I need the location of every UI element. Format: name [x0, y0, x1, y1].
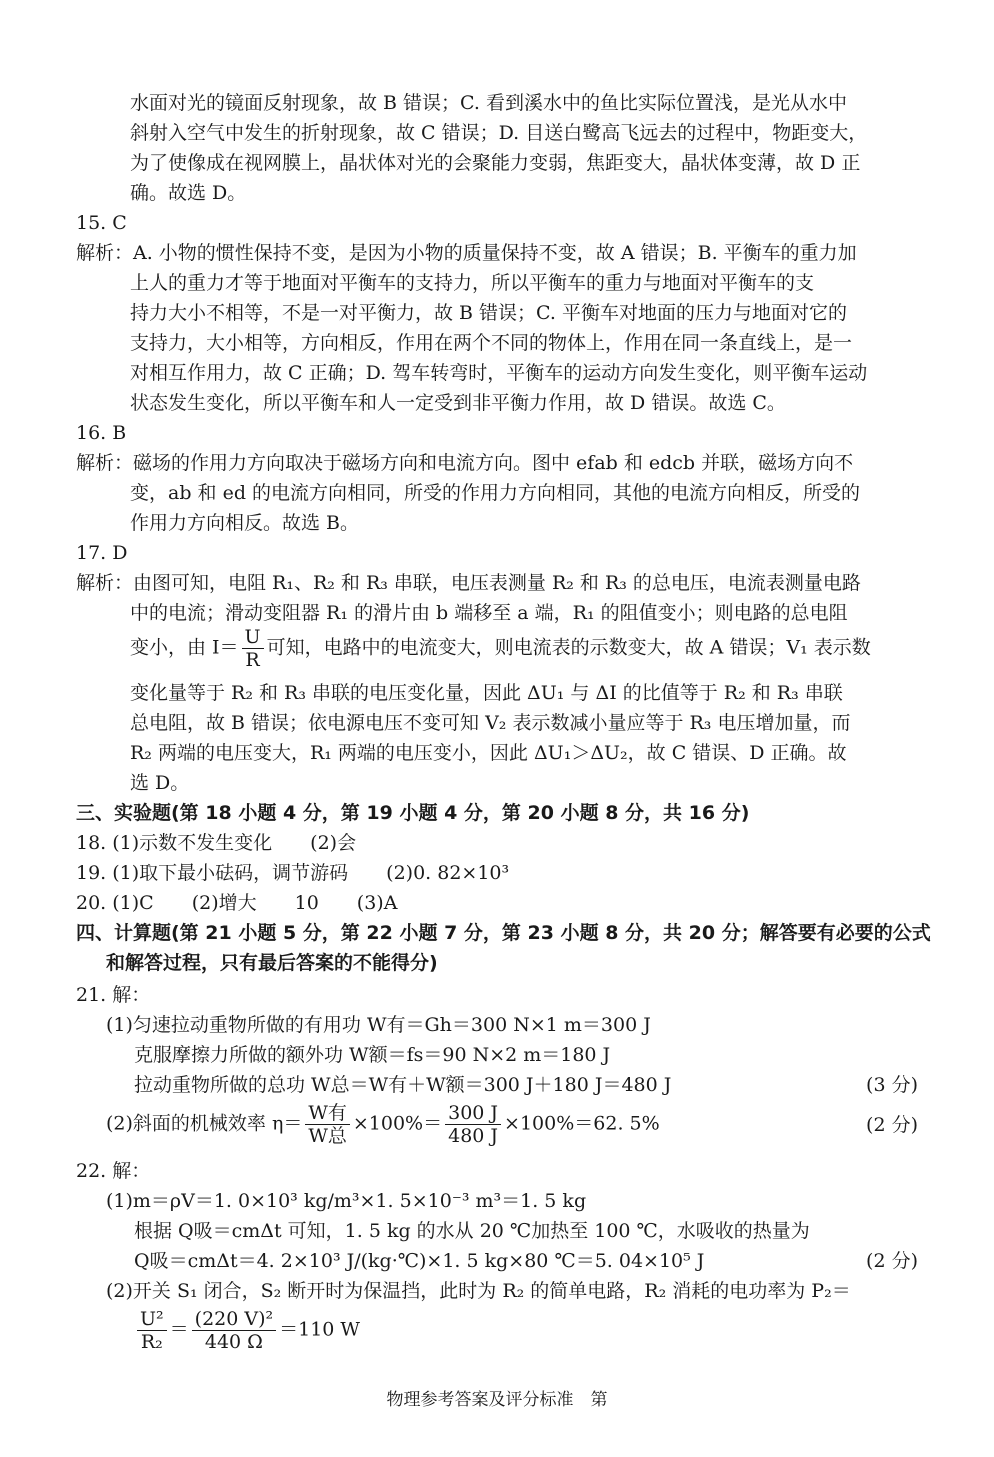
- fraction: [242, 626, 264, 671]
- solution-line: 根据 Q吸＝cmΔt 可知，1. 5 kg 的水从 20 ℃加热至 100 ℃，水吸收的热量为: [134, 1220, 810, 1242]
- fraction-numerator: 300 J: [445, 1102, 501, 1125]
- score-mark: (2 分): [866, 1114, 918, 1136]
- answer-line: 18. (1)示数不发生变化 (2)会: [76, 832, 357, 854]
- text-line: 上人的重力才等于地面对平衡车的支持力，所以平衡车的重力与地面对平衡车的支: [130, 272, 815, 294]
- text-fragment: 可知，电路中的电流变大，则电流表的示数变大，故 A 错误；V₁ 表示数: [266, 636, 871, 659]
- text-line: 解析：A. 小物的惯性保持不变，是因为小物的质量保持不变，故 A 错误；B. 平衡车的重力加: [76, 242, 857, 264]
- text-fragment: (2)斜面的机械效率 η＝: [106, 1112, 303, 1135]
- text-line: 总电阻，故 B 错误；依电源电压不变可知 V₂ 表示数减小量应等于 R₃ 电压增加量，而: [130, 712, 851, 734]
- text-line: 支持力，大小相等，方向相反，作用在两个不同的物体上，作用在同一条直线上，是一: [130, 332, 853, 354]
- text-line: 确。故选 D。: [130, 182, 247, 204]
- text-line: 对相互作用力，故 C 正确；D. 驾车转弯时，平衡车的运动方向发生变化，则平衡车运动: [130, 362, 868, 384]
- fraction-denominator: 440 Ω: [204, 1331, 263, 1353]
- fraction-numerator: U²: [137, 1308, 167, 1331]
- question-number: 22. 解：: [76, 1160, 151, 1182]
- formula-line: [106, 1102, 660, 1147]
- question-number: 16. B: [76, 422, 127, 444]
- solution-line: Q吸＝cmΔt＝4. 2×10³ J/(kg·℃)×1. 5 kg×80 ℃＝5. 04×10⁵ J: [134, 1250, 705, 1272]
- fraction-denominator: R: [245, 649, 260, 671]
- score-mark: (2 分): [866, 1250, 918, 1272]
- fraction-numerator: (220 V)²: [192, 1308, 276, 1331]
- text-fragment: 变小，由 I＝: [130, 636, 239, 659]
- formula-line: [134, 1308, 360, 1353]
- page-footer: 物理参考答案及评分标准 第: [386, 1390, 608, 1410]
- section-heading: 三、实验题(第 18 小题 4 分，第 19 小题 4 分，第 20 小题 8 分，共 16 分): [76, 802, 750, 824]
- answer-line: 20. (1)C (2)增大 10 (3)A: [76, 892, 398, 914]
- solution-line: (2)开关 S₁ 闭合，S₂ 断开时为保温挡，此时为 R₂ 的简单电路，R₂ 消耗的电功率为 P₂＝: [106, 1280, 851, 1302]
- text-fragment: ＝: [169, 1318, 189, 1341]
- fraction: [305, 1102, 350, 1147]
- fraction-denominator: W总: [308, 1125, 347, 1147]
- section-heading: 四、计算题(第 21 小题 5 分，第 22 小题 7 分，第 23 小题 8 分，共 20 分；解答要有必要的公式: [76, 922, 931, 944]
- text-line: 状态发生变化，所以平衡车和人一定受到非平衡力作用，故 D 错误。故选 C。: [130, 392, 786, 414]
- fraction-denominator: R₂: [140, 1331, 163, 1353]
- solution-line: (1)匀速拉动重物所做的有用功 W有＝Gh＝300 N×1 m＝300 J: [106, 1014, 651, 1036]
- fraction: [445, 1102, 501, 1147]
- text-fragment: ×100%＝: [352, 1112, 443, 1135]
- solution-line: 拉动重物所做的总功 W总＝W有＋W额＝300 J＋180 J＝480 J: [134, 1074, 672, 1096]
- answer-line: 19. (1)取下最小砝码，调节游码 (2)0. 82×10³: [76, 862, 510, 884]
- text-line: 作用力方向相反。故选 B。: [130, 512, 360, 534]
- text-line: 中的电流；滑动变阻器 R₁ 的滑片由 b 端移至 a 端，R₁ 的阻值变小；则电路的总电阻: [130, 602, 848, 624]
- solution-line: 克服摩擦力所做的额外功 W额＝fs＝90 N×2 m＝180 J: [134, 1044, 611, 1066]
- text-line: 为了使像成在视网膜上，晶状体对光的会聚能力变弱，焦距变大，晶状体变薄，故 D 正: [130, 152, 861, 174]
- fraction-numerator: U: [242, 626, 264, 649]
- text-fragment: ＝110 W: [279, 1318, 360, 1341]
- question-number: 15. C: [76, 212, 127, 234]
- score-mark: (3 分): [866, 1074, 918, 1096]
- question-number: 17. D: [76, 542, 128, 564]
- solution-line: (1)m＝ρV＝1. 0×10³ kg/m³×1. 5×10⁻³ m³＝1. 5 kg: [106, 1190, 587, 1212]
- fraction: [192, 1308, 276, 1353]
- text-line: 解析：磁场的作用力方向取决于磁场方向和电流方向。图中 efab 和 edcb 并联，磁场方向不: [76, 452, 854, 474]
- text-line: 变化量等于 R₂ 和 R₃ 串联的电压变化量，因此 ΔU₁ 与 ΔI 的比值等于 R₂ 和 R₃ 串联: [130, 682, 843, 704]
- text-line: R₂ 两端的电压变大，R₁ 两端的电压变小，因此 ΔU₁＞ΔU₂，故 C 错误、D 正确。故: [130, 742, 847, 764]
- text-line: 水面对光的镜面反射现象，故 B 错误；C. 看到溪水中的鱼比实际位置浅，是光从水中: [130, 92, 847, 114]
- formula-line: [130, 626, 871, 671]
- fraction: [137, 1308, 167, 1353]
- fraction-denominator: 480 J: [448, 1125, 499, 1147]
- text-line: 持力大小不相等，不是一对平衡力，故 B 错误；C. 平衡车对地面的压力与地面对它的: [130, 302, 847, 324]
- text-fragment: ×100%＝62. 5%: [504, 1112, 660, 1135]
- fraction-numerator: W有: [305, 1102, 350, 1125]
- text-line: 斜射入空气中发生的折射现象，故 C 错误；D. 目送白鹭高飞远去的过程中，物距变大，: [130, 122, 868, 144]
- question-number: 21. 解：: [76, 984, 151, 1006]
- text-line: 变，ab 和 ed 的电流方向相同，所受的作用力方向相同，其他的电流方向相反，所受的: [130, 482, 861, 504]
- text-line: 选 D。: [130, 772, 190, 794]
- text-line: 解析：由图可知，电阻 R₁、R₂ 和 R₃ 串联，电压表测量 R₂ 和 R₃ 的总电压，电流表测量电路: [76, 572, 861, 594]
- section-heading-cont: 和解答过程，只有最后答案的不能得分): [106, 952, 438, 974]
